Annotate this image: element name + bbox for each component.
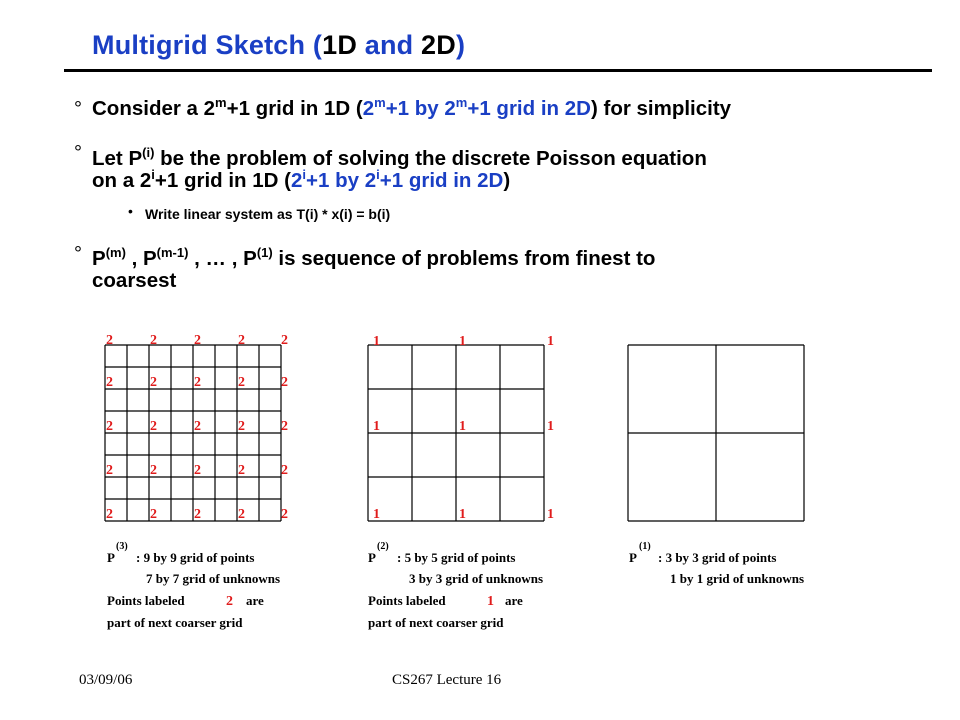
label-1: 1 (373, 334, 380, 349)
label-1: 1 (459, 507, 466, 522)
b1-c: 2 (362, 97, 375, 120)
label-1: 1 (547, 507, 554, 522)
b1-sup2: m (374, 95, 386, 111)
label-2: 2 (106, 507, 113, 522)
label-2: 2 (150, 375, 157, 390)
b3-c: , … , P (188, 247, 257, 270)
cap1-line3c: are (246, 593, 264, 608)
caption-p2 (368, 541, 543, 630)
label-1: 1 (373, 419, 380, 434)
footer-date: 03/09/06 (79, 672, 133, 688)
bullet-marker-1: ° (74, 98, 82, 120)
title-part2: 1D (322, 30, 358, 60)
b2-a: Let P (92, 147, 143, 170)
b1-f: ) for simplicity (590, 97, 732, 120)
grid-p1 (628, 345, 804, 521)
cap1-p: P (107, 550, 115, 565)
cap2-line1: : 5 by 5 grid of points (397, 550, 516, 565)
label-2: 2 (194, 419, 201, 434)
cap1-sup: (3) (116, 541, 128, 552)
label-2: 2 (238, 507, 245, 522)
label-2: 2 (150, 333, 157, 348)
label-2: 2 (106, 463, 113, 478)
cap2-line3a: Points labeled (368, 593, 446, 608)
b3-b: , P (125, 247, 157, 270)
cap3-p: P (629, 550, 637, 565)
title-part4: 2D (421, 30, 456, 60)
caption-p1 (629, 541, 804, 586)
label-2: 2 (238, 333, 245, 348)
label-1: 1 (547, 419, 554, 434)
label-2: 2 (281, 419, 288, 434)
grid-p2 (368, 345, 544, 521)
b2-sup2: i (151, 167, 155, 183)
cap1-line2: 7 by 7 grid of unknowns (146, 571, 281, 586)
label-2: 2 (238, 375, 245, 390)
bullet-marker-3: ° (74, 243, 82, 265)
label-2: 2 (238, 419, 245, 434)
b1-d: +1 by 2 (385, 97, 456, 120)
b3-a: P (92, 247, 106, 270)
title-part5: ) (455, 30, 466, 60)
b2-b: be the problem of solving the discrete Poisson equation (154, 147, 707, 170)
b1-sup1: m (215, 95, 227, 111)
label-2: 2 (281, 375, 288, 390)
grid-p3 (105, 345, 281, 521)
label-2: 2 (194, 507, 201, 522)
cap1-line1: : 9 by 9 grid of points (136, 550, 255, 565)
label-2: 2 (194, 375, 201, 390)
b2-g: +1 grid in 2D (379, 169, 504, 192)
title-part3: and (357, 30, 422, 60)
cap2-line3c: are (505, 593, 523, 608)
caption-p3 (107, 541, 280, 630)
cap2-line2: 3 by 3 grid of unknowns (409, 571, 544, 586)
b3-sup1: (m) (105, 245, 126, 261)
grid-p3-labels (106, 333, 288, 522)
bullet-marker-2: ° (74, 142, 82, 164)
cap2-p: P (368, 550, 376, 565)
b3-e: coarsest (92, 269, 177, 292)
cap2-sup: (2) (377, 541, 389, 552)
cap2-line3b: 1 (487, 594, 494, 609)
label-2: 2 (150, 419, 157, 434)
grid-p2-labels (373, 334, 554, 522)
b2-sup1: (i) (142, 145, 155, 161)
label-2: 2 (281, 507, 288, 522)
b2-h: ) (503, 169, 511, 192)
label-1: 1 (459, 419, 466, 434)
cap1-line3b: 2 (226, 594, 233, 609)
b1-e: +1 grid in 2D (467, 97, 591, 120)
label-2: 2 (194, 463, 201, 478)
cap1-line3a: Points labeled (107, 593, 185, 608)
b1-b: +1 grid in 1D ( (226, 97, 363, 120)
label-1: 1 (373, 507, 380, 522)
b1-sup3: m (455, 95, 468, 111)
label-2: 2 (106, 333, 113, 348)
b3-sup2: (m-1) (156, 245, 189, 261)
cap2-line4: part of next coarser grid (368, 615, 504, 630)
label-2: 2 (150, 463, 157, 478)
label-1: 1 (459, 334, 466, 349)
sub-bullet-marker: • (128, 203, 133, 219)
b2-d: +1 grid in 1D ( (154, 169, 291, 192)
label-2: 2 (281, 333, 288, 348)
b3-sup3: (1) (256, 245, 273, 261)
b2-f: +1 by 2 (306, 169, 377, 192)
cap3-line1: : 3 by 3 grid of points (658, 550, 777, 565)
cap3-sup: (1) (639, 541, 651, 552)
label-1: 1 (547, 334, 554, 349)
label-2: 2 (194, 333, 201, 348)
cap3-line2: 1 by 1 grid of unknowns (670, 571, 805, 586)
b3-d: is sequence of problems from finest to (272, 247, 656, 270)
b2-sup4: i (376, 167, 380, 183)
label-2: 2 (281, 463, 288, 478)
footer-lecture: CS267 Lecture 16 (392, 672, 502, 688)
label-2: 2 (150, 507, 157, 522)
label-2: 2 (106, 419, 113, 434)
label-2: 2 (238, 463, 245, 478)
label-2: 2 (106, 375, 113, 390)
cap1-line4: part of next coarser grid (107, 615, 243, 630)
b2-sup3: i (302, 167, 307, 183)
b1-a: Consider a 2 (92, 97, 216, 120)
b2-c: on a 2 (92, 169, 152, 192)
b2-e: 2 (291, 169, 303, 192)
title-part1: Multigrid Sketch ( (92, 30, 323, 60)
sub-bullet-text: Write linear system as T(i) * x(i) = b(i) (145, 206, 391, 222)
